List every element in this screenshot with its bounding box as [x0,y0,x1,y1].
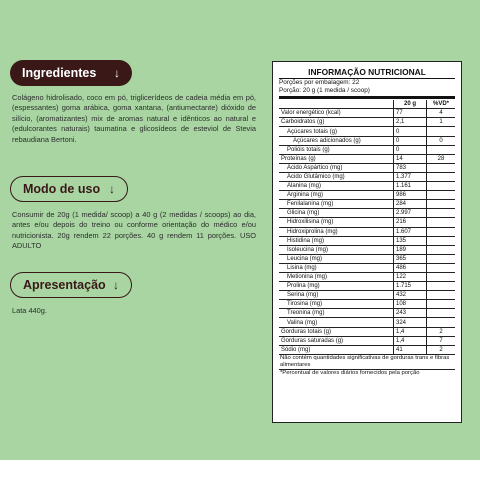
nutrition-row [279,209,455,218]
nutrition-row [279,327,455,336]
nutrient-name: Prolina (mg) [279,282,394,291]
nutrient-name: Gorduras totais (g) [279,327,394,336]
nutrition-row [279,300,455,309]
nutrient-daily-value [427,145,456,154]
ingredients-label: Ingredientes [22,66,97,80]
nutrient-name: Leucina (mg) [279,254,394,263]
nutrient-value: 324 [394,318,427,327]
nutrient-value: 0 [394,127,427,136]
nutrient-name: Glicina (mg) [279,209,394,218]
chevron-down-icon: ↓ [109,182,115,196]
nutrient-daily-value: 0 [427,136,456,145]
nutrient-name: Alanina (mg) [279,182,394,191]
nutrient-daily-value: 28 [427,154,456,163]
nutrient-daily-value [427,318,456,327]
nutrient-daily-value: 1 [427,118,456,127]
nutrition-title: INFORMAÇÃO NUTRICIONAL [308,67,426,77]
nutrient-name: Polióis totais (g) [279,145,394,154]
nutrient-name: Metionina (mg) [279,272,394,281]
nutrition-row [279,318,455,327]
nutrition-row [279,200,455,209]
nutrient-daily-value [427,282,456,291]
nutrition-table-header [279,100,455,109]
nutrition-row [279,336,455,345]
nutrient-name: Ácido Aspártico (mg) [279,163,394,172]
nutrient-daily-value: 4 [427,109,456,118]
nutrient-value: 1,4 [394,336,427,345]
nutrient-daily-value [427,182,456,191]
nutrient-name: Açúcares adicionados (g) [279,136,394,145]
nutrient-name: Fenilalanina (mg) [279,200,394,209]
nutrient-daily-value [427,227,456,236]
nutrient-daily-value [427,236,456,245]
nutrient-name: Proteínas (g) [279,154,394,163]
nutrient-name: Valor energético (kcal) [279,109,394,118]
nutrient-value: 41 [394,345,427,354]
nutrition-row [279,272,455,281]
footnote-daily-value: *Percentual de valores diários fornecidos pela porção [280,370,420,377]
nutrient-value: 0 [394,136,427,145]
nutrient-daily-value [427,209,456,218]
nutrient-daily-value [427,163,456,172]
nutrient-name: Açúcares totais (g) [279,127,394,136]
nutrition-row [279,182,455,191]
nutrition-row [279,227,455,236]
nutrient-name: Carboidratos (g) [279,118,394,127]
nutrient-name: Sódio (mg) [279,345,394,354]
nutrient-name: Isoleucina (mg) [279,245,394,254]
nutrient-daily-value [427,300,456,309]
header-daily-value: %VD* [427,100,456,109]
nutrient-value: 1.377 [394,172,427,181]
nutrient-name: Hidroxiprolina (mg) [279,227,394,236]
nutrient-value: 243 [394,309,427,318]
nutrient-name: Gorduras saturadas (g) [279,336,394,345]
nutrition-row [279,245,455,254]
nutrient-value: 783 [394,163,427,172]
nutrient-value: 122 [394,272,427,281]
nutrient-daily-value [427,191,456,200]
nutrient-value: 1.161 [394,182,427,191]
nutrition-row [279,172,455,181]
header-amount: 20 g [394,100,427,109]
nutrient-name: Valina (mg) [279,318,394,327]
nutrient-daily-value: 2 [427,345,456,354]
nutrition-row [279,154,455,163]
nutrition-row [279,291,455,300]
presentation-label: Apresentação [23,278,106,292]
chevron-down-icon: ↓ [114,66,120,80]
nutrient-daily-value [427,309,456,318]
nutrient-value: 189 [394,245,427,254]
nutrition-row [279,191,455,200]
nutrient-name: Ácido Glutâmico (mg) [279,172,394,181]
nutrient-value: 1.607 [394,227,427,236]
nutrient-value: 14 [394,154,427,163]
nutrition-row [279,163,455,172]
nutrient-value: 216 [394,218,427,227]
header-nutrient [279,100,394,109]
nutrient-value: 1.715 [394,282,427,291]
nutrient-name: Serina (mg) [279,291,394,300]
nutrient-value: 77 [394,109,427,118]
presentation-text: Lata 440g. [12,306,47,315]
nutrient-daily-value [427,200,456,209]
nutrient-daily-value [427,263,456,272]
nutrition-row [279,345,455,354]
nutrition-row [279,218,455,227]
nutrition-row [279,309,455,318]
nutrient-daily-value [427,254,456,263]
nutrition-row [279,118,455,127]
nutrient-name: Histidina (mg) [279,236,394,245]
serving-size: Porção: 20 g (1 medida / scoop) [279,87,370,94]
nutrient-name: Tirosina (mg) [279,300,394,309]
nutrient-value: 365 [394,254,427,263]
nutrient-value: 486 [394,263,427,272]
nutrient-daily-value: 7 [427,336,456,345]
nutrition-row [279,127,455,136]
nutrient-name: Lisina (mg) [279,263,394,272]
nutrient-value: 432 [394,291,427,300]
divider [279,96,455,99]
ingredients-accordion-header[interactable] [10,60,132,86]
nutrient-name: Arginina (mg) [279,191,394,200]
nutrition-facts-panel [272,61,462,423]
nutrient-value: 986 [394,191,427,200]
nutrient-value: 1,4 [394,327,427,336]
nutrition-row [279,136,455,145]
nutrient-value: 108 [394,300,427,309]
ingredients-text: Colágeno hidrolisado, coco em pó, triglicerídeos de cadeia média em pó, (espessantes) goma arábica, goma xantana, (antiumectante) dióxido de silício, (aromatizantes) mix de aromas natural e idênticos ao natural e (edulcorantes naturais) taumatina e glicosídeos de esteviol de Stevia rebaudiana Bertoni. [12,93,256,144]
usage-text: Consumir de 20g (1 medida/ scoop) a 40 g (2 medidas / scoops) ao dia, antes e/ou depois do treino ou conforme orientação do médico e/ou nutricionista. 20g rendem 22 porções. 40 g rendem 11 porções. USO ADULTO [12,210,256,251]
nutrient-daily-value [427,218,456,227]
nutrient-name: Hidroxilisina (mg) [279,218,394,227]
nutrition-row [279,263,455,272]
footnote-trans: Não contém quantidades significativas de gorduras trans e fibras alimentares [279,355,455,371]
nutrition-row [279,145,455,154]
nutrient-daily-value [427,291,456,300]
nutrient-daily-value [427,127,456,136]
nutrient-value: 135 [394,236,427,245]
nutrition-table [279,100,455,355]
presentation-accordion-header[interactable] [10,272,132,298]
nutrient-daily-value [427,272,456,281]
usage-accordion-header[interactable] [10,176,128,202]
usage-label: Modo de uso [23,182,101,196]
servings-per-pack: Porções por embalagem: 22 [279,78,360,86]
nutrient-daily-value: 2 [427,327,456,336]
nutrient-daily-value [427,245,456,254]
nutrient-daily-value [427,172,456,181]
nutrient-name: Treonina (mg) [279,309,394,318]
nutrient-value: 284 [394,200,427,209]
nutrient-value: 2,1 [394,118,427,127]
nutrition-row [279,236,455,245]
nutrition-row [279,109,455,118]
nutrient-value: 2.997 [394,209,427,218]
nutrient-value: 0 [394,145,427,154]
nutrition-row [279,282,455,291]
chevron-down-icon: ↓ [113,278,119,292]
nutrition-row [279,254,455,263]
